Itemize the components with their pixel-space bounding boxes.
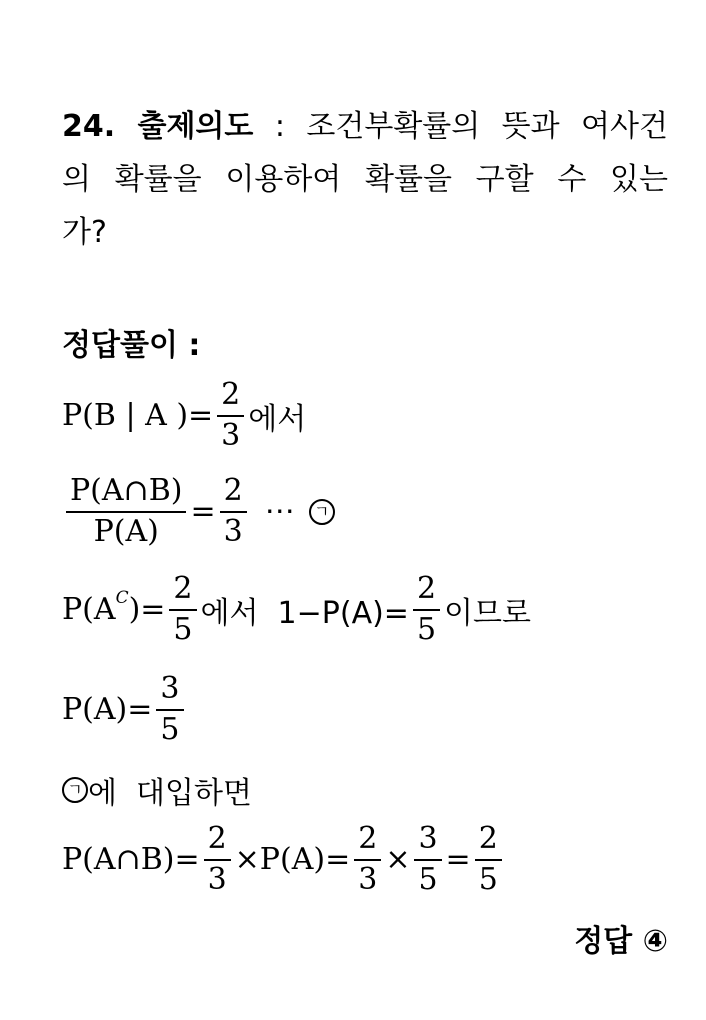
eq3-denominator-2: 5 xyxy=(416,611,437,647)
eq6-fraction-3 xyxy=(414,822,441,897)
eq6-denominator-2: 3 xyxy=(358,861,378,897)
eq3-complement-sup: C xyxy=(115,587,129,608)
equation-line-2 xyxy=(62,474,335,549)
eq2-lhs-denominator: P(A) xyxy=(93,513,159,549)
eq4-numerator: 3 xyxy=(156,672,183,711)
equation-line-3 xyxy=(62,572,531,647)
eq2-equals: = xyxy=(190,494,216,529)
eq6-numerator-4: 2 xyxy=(475,822,502,861)
equation-line-6 xyxy=(62,822,506,897)
eq2-rhs-fraction xyxy=(220,474,247,549)
eq3-denominator-1: 5 xyxy=(173,611,193,647)
eq1-denominator: 3 xyxy=(221,417,241,453)
solution-heading: 정답풀이 : xyxy=(62,328,201,363)
eq6-fraction-1 xyxy=(204,822,231,897)
equation-line-1 xyxy=(62,378,306,453)
eq6-denominator-4: 5 xyxy=(478,861,498,897)
eq3-fraction-1 xyxy=(169,572,196,647)
eq6-denominator-3: 5 xyxy=(418,861,438,897)
equation-line-5 xyxy=(62,768,252,812)
eq2-lhs-numerator: P(A∩B) xyxy=(66,474,186,513)
eq5-text: 에 대입하면 xyxy=(88,776,252,811)
eq6-numerator-3: 3 xyxy=(414,822,441,861)
eq2-lhs-fraction xyxy=(66,474,186,549)
eq3-numerator-2: 2 xyxy=(413,572,440,611)
eq3-suffix: 이므로 xyxy=(444,595,531,631)
problem-text: 조건부확률의 뜻과 여사건의 확률을 이용하여 확률을 구할 수 있는가? xyxy=(62,109,669,250)
eq3-lhs-part1: P(A xyxy=(62,592,116,627)
eq1-fraction xyxy=(217,378,244,453)
eq6-numerator-2: 2 xyxy=(354,822,381,861)
eq3-fraction-2 xyxy=(413,572,440,647)
eq6-equals: = xyxy=(445,842,471,877)
eq1-numerator: 2 xyxy=(217,378,244,417)
eq2-rhs-numerator: 2 xyxy=(220,474,247,513)
eq6-numerator-1: 2 xyxy=(204,822,231,861)
circled-giyeok-marker-ref: ㄱ xyxy=(62,777,88,803)
problem-intent xyxy=(62,100,668,259)
circled-giyeok-marker: ㄱ xyxy=(309,499,335,525)
eq3-mid: 에서 1−P(A)= xyxy=(200,595,409,631)
eq6-denominator-1: 3 xyxy=(207,861,227,897)
eq1-lhs: P(B | A )= xyxy=(62,398,214,433)
eq6-fraction-4 xyxy=(475,822,502,897)
eq4-denominator: 5 xyxy=(160,711,180,747)
eq4-fraction xyxy=(156,672,183,747)
equation-line-4 xyxy=(62,672,188,747)
eq3-numerator-1: 2 xyxy=(169,572,196,611)
eq6-lhs: P(A∩B)= xyxy=(62,842,200,877)
problem-separator: : xyxy=(253,109,307,144)
eq6-mid: ×P(A)= xyxy=(234,842,351,877)
eq1-suffix: 에서 xyxy=(248,401,307,437)
eq4-lhs: P(A)= xyxy=(62,692,153,727)
eq6-times: × xyxy=(385,842,411,877)
eq2-dots: ⋯ xyxy=(264,494,295,529)
final-answer: 정답 ④ xyxy=(574,924,668,959)
eq6-fraction-2 xyxy=(354,822,381,897)
problem-label: 24. 출제의도 xyxy=(62,109,254,144)
eq2-rhs-denominator: 3 xyxy=(223,513,243,549)
eq3-lhs-part2: )= xyxy=(128,592,166,627)
